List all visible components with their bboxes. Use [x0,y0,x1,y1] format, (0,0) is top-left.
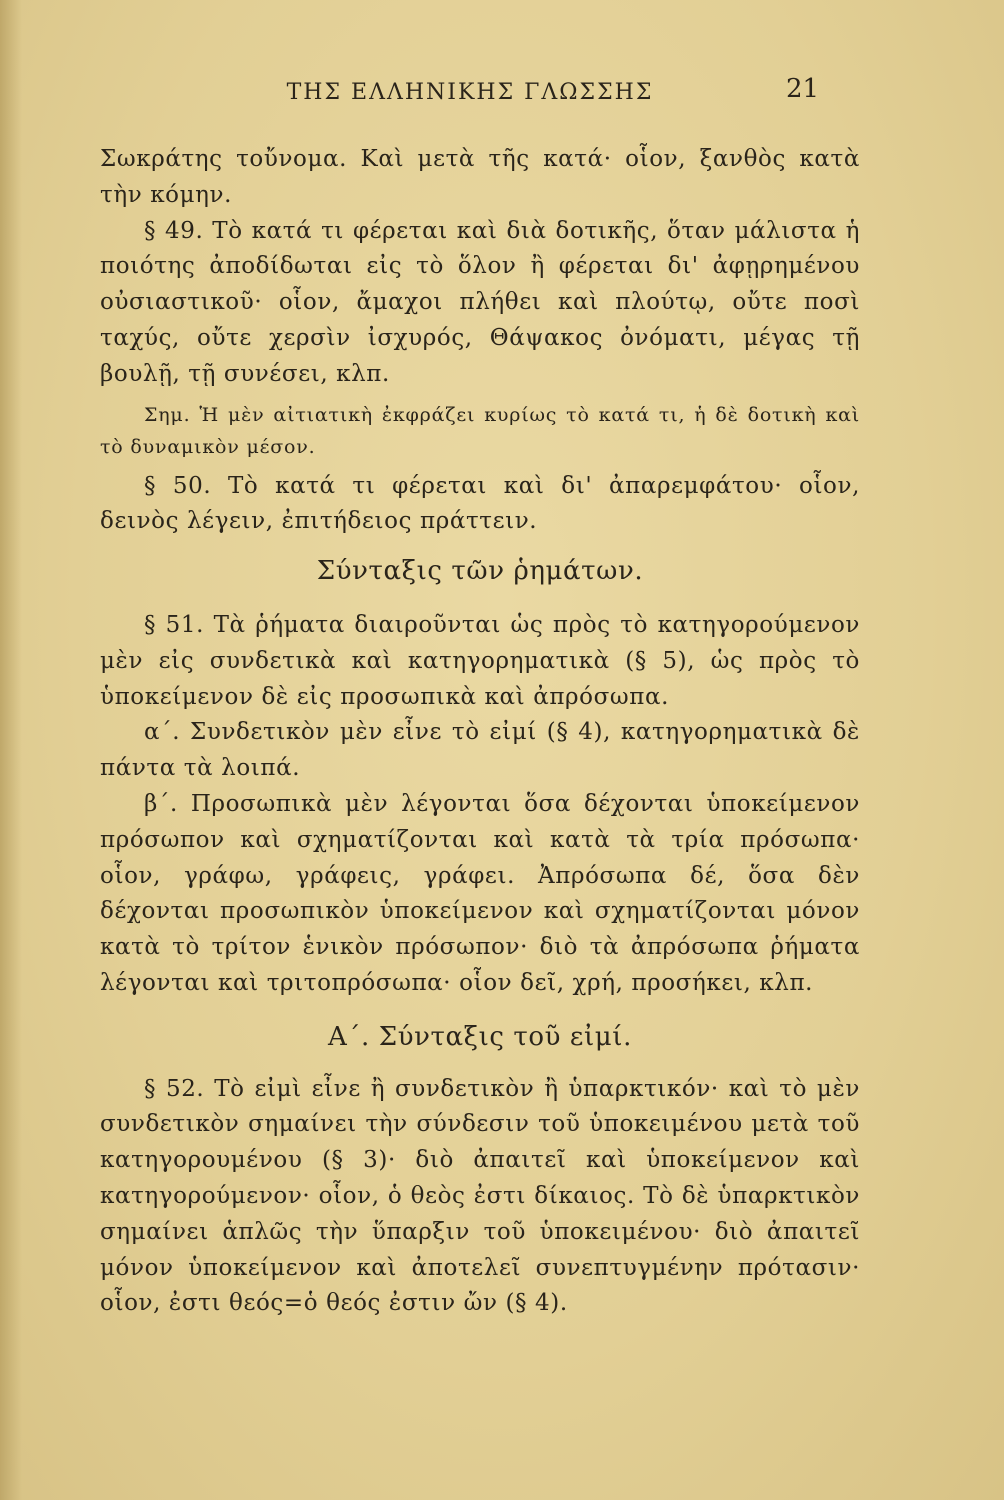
running-title: ΤΗΣ ΕΛΛΗΝΙΚΗΣ ΓΛΩΣΣΗΣ [286,80,654,105]
main-text [100,142,860,1322]
paragraph-51: § 51. Τὰ ῥήματα διαιροῦνται ὡς πρὸς τὸ κατηγορούμενον μὲν εἰς συνδετικὰ καὶ κατηγορηματικὰ (§ 5), ὡς πρὸς τὸ ὑποκείμενον δὲ εἰς προσωπικὰ καὶ ἀπρόσωπα. [100,611,860,710]
binding-shadow [0,0,22,1500]
note-paragraph: Σημ. Ἡ μὲν αἰτιατικὴ ἐκφράζει κυρίως τὸ κατά τι, ἡ δὲ δοτικὴ καὶ τὸ δυναμικὸν μέσον. [100,403,860,458]
page-number: 21 [786,74,820,104]
paragraph-continuation: Σωκράτης τοὔνομα. Καὶ μετὰ τῆς κατά· οἷον, ξανθὸς κατὰ τὴν κόμην. [100,146,860,208]
section-heading-verbs: Σύνταξις τῶν ῥημάτων. [316,556,644,587]
paragraph-50: § 50. Τὸ κατά τι φέρεται καὶ δι' ἀπαρεμφάτου· οἷον, δεινὸς λέγειν, ἐπιτήδειος πράττειν. [100,472,860,535]
paragraph-51-b: β΄. Προσωπικὰ μὲν λέγονται ὅσα δέχονται ὑποκείμενον πρόσωπον καὶ σχηματίζονται καὶ κατὰ τὰ τρία πρόσωπα· οἷον, γράφω, γράφεις, γράφει. Ἀπρόσωπα δέ, ὅσα δὲν δέχονται προσωπικὸν ὑποκείμενον καὶ σχηματίζονται μόνον κατὰ τὸ τρίτον ἑνικὸν πρόσωπον· διὸ τὰ ἀπρόσωπα ῥήματα λέγονται καὶ τριτοπρόσωπα· οἷον δεῖ, χρή, προσήκει, κλπ. [100,790,860,996]
paragraph-52: § 52. Τὸ εἰμὶ εἶνε ἢ συνδετικὸν ἢ ὑπαρκτικόν· καὶ τὸ μὲν συνδετικὸν σημαίνει τὴν σύνδεσιν τοῦ ὑποκειμένου μετὰ τοῦ κατηγορουμένου (§ 3)· διὸ ἀπαιτεῖ καὶ ὑποκείμενον καὶ κατηγορούμενον· οἷον, ὁ θεὸς ἐστι δίκαιος. Τὸ δὲ ὑπαρκτικὸν σημαίνει ἁπλῶς τὴν ὕπαρξιν τοῦ ὑποκειμένου· διὸ ἀπαιτεῖ μόνον ὑποκείμενον καὶ ἀποτελεῖ συνεπτυγμένην πρότασιν· οἷον, ἐστι θεός=ὁ θεός ἐστιν ὤν (§ 4). [100,1075,860,1317]
paragraph-51-a: α΄. Συνδετικὸν μὲν εἶνε τὸ εἰμί (§ 4), κατηγορηματικὰ δὲ πάντα τὰ λοιπά. [100,719,860,782]
section-heading-eimi: Α΄. Σύνταξις τοῦ εἰμί. [328,1021,632,1052]
paragraph-49: § 49. Τὸ κατά τι φέρεται καὶ διὰ δοτικῆς, ὅταν μάλιστα ἡ ποιότης ἀποδίδωται εἰς τὸ ὅλον ἢ φέρεται δι' ἀφῃρημένου οὐσιαστικοῦ· οἷον, ἄμαχοι πλήθει καὶ πλούτῳ, οὔτε ποσὶ ταχύς, οὔτε χερσὶν ἰσχυρός, Θάψακος ὀνόματι, μέγας τῇ βουλῇ, τῇ συνέσει, κλπ. [100,217,860,387]
